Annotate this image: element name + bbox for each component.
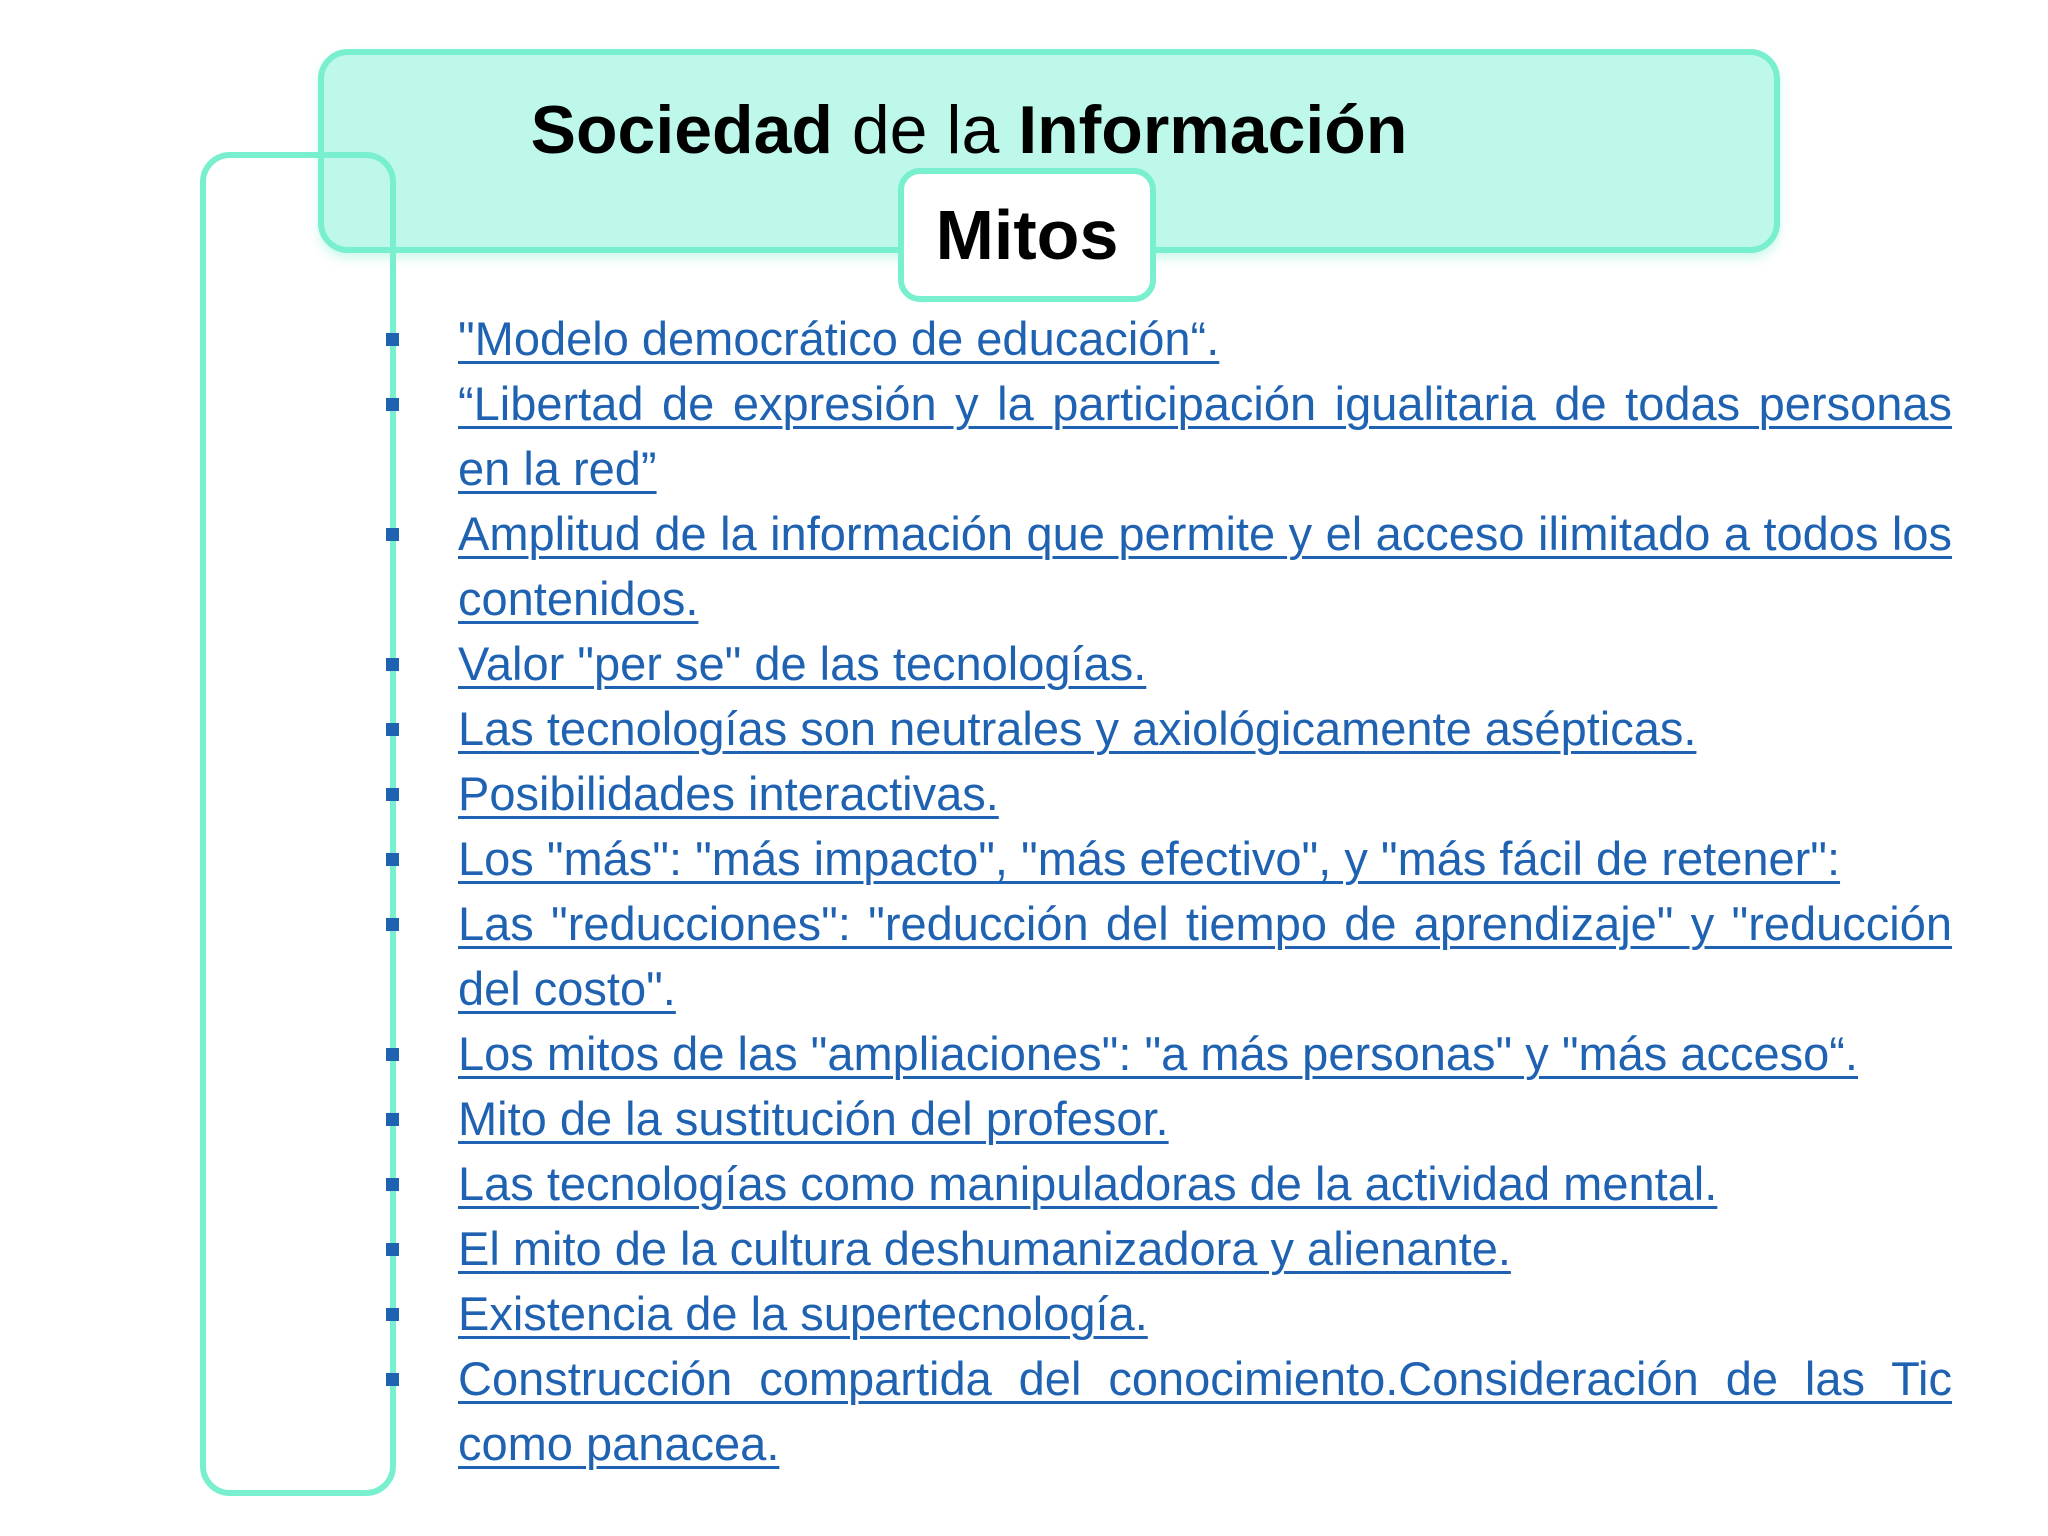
list-item [378,891,1952,1021]
myth-link[interactable]: Las "reducciones": "reducción del tiempo de aprendizaje" y "reducción del costo". [458,897,1952,1015]
square-bullet-icon [386,788,399,801]
myth-link[interactable]: Posibilidades interactivas. [458,767,999,820]
myth-link[interactable]: Las tecnologías son neutrales y axiológicamente asépticas. [458,702,1697,755]
title-word-sociedad: Sociedad [530,92,833,168]
square-bullet-icon [386,1048,399,1061]
side-bracket-frame [200,152,396,1496]
square-bullet-icon [386,398,399,411]
list-item [378,1346,1952,1476]
square-bullet-icon [386,1308,399,1321]
list-item [378,761,1952,826]
list-item [378,371,1952,501]
square-bullet-icon [386,918,399,931]
myth-link[interactable]: Existencia de la supertecnología. [458,1287,1148,1340]
myths-list [378,306,1952,1476]
list-item [378,1086,1952,1151]
slide-title [318,80,1780,180]
myth-link[interactable]: Valor "per se" de las tecnologías. [458,637,1147,690]
myth-link[interactable]: Mito de la sustitución del profesor. [458,1092,1169,1145]
square-bullet-icon [386,1373,399,1386]
myth-link[interactable]: El mito de la cultura deshumanizadora y alienante. [458,1222,1511,1275]
list-item [378,696,1952,761]
myth-link[interactable]: Los mitos de las "ampliaciones": "a más personas" y "más acceso“. [458,1027,1858,1080]
list-item [378,631,1952,696]
myth-link[interactable]: Las tecnologías como manipuladoras de la actividad mental. [458,1157,1718,1210]
myth-link[interactable]: Los "más": "más impacto", "más efectivo", y "más fácil de retener": [458,832,1841,885]
myth-link[interactable]: Construcción compartida del conocimiento.Consideración de las Tic como panacea. [458,1352,1952,1470]
list-item [378,1151,1952,1216]
myth-link[interactable]: Amplitud de la información que permite y el acceso ilimitado a todos los contenidos. [458,507,1952,625]
title-word-de-la: de la [851,92,1000,168]
list-item [378,306,1952,371]
list-item [378,826,1952,891]
list-item [378,501,1952,631]
list-item [378,1021,1952,1086]
list-item [378,1216,1952,1281]
square-bullet-icon [386,1178,399,1191]
subtitle-label: Mitos [935,196,1119,274]
subtitle-box [898,168,1156,302]
square-bullet-icon [386,1243,399,1256]
square-bullet-icon [386,1113,399,1126]
square-bullet-icon [386,528,399,541]
list-item [378,1281,1952,1346]
square-bullet-icon [386,333,399,346]
square-bullet-icon [386,723,399,736]
title-word-informacion: Información [1018,92,1408,168]
myth-link[interactable]: "Modelo democrático de educación“. [458,312,1220,365]
square-bullet-icon [386,853,399,866]
myth-link[interactable]: “Libertad de expresión y la participación igualitaria de todas personas en la red” [458,377,1952,495]
square-bullet-icon [386,658,399,671]
